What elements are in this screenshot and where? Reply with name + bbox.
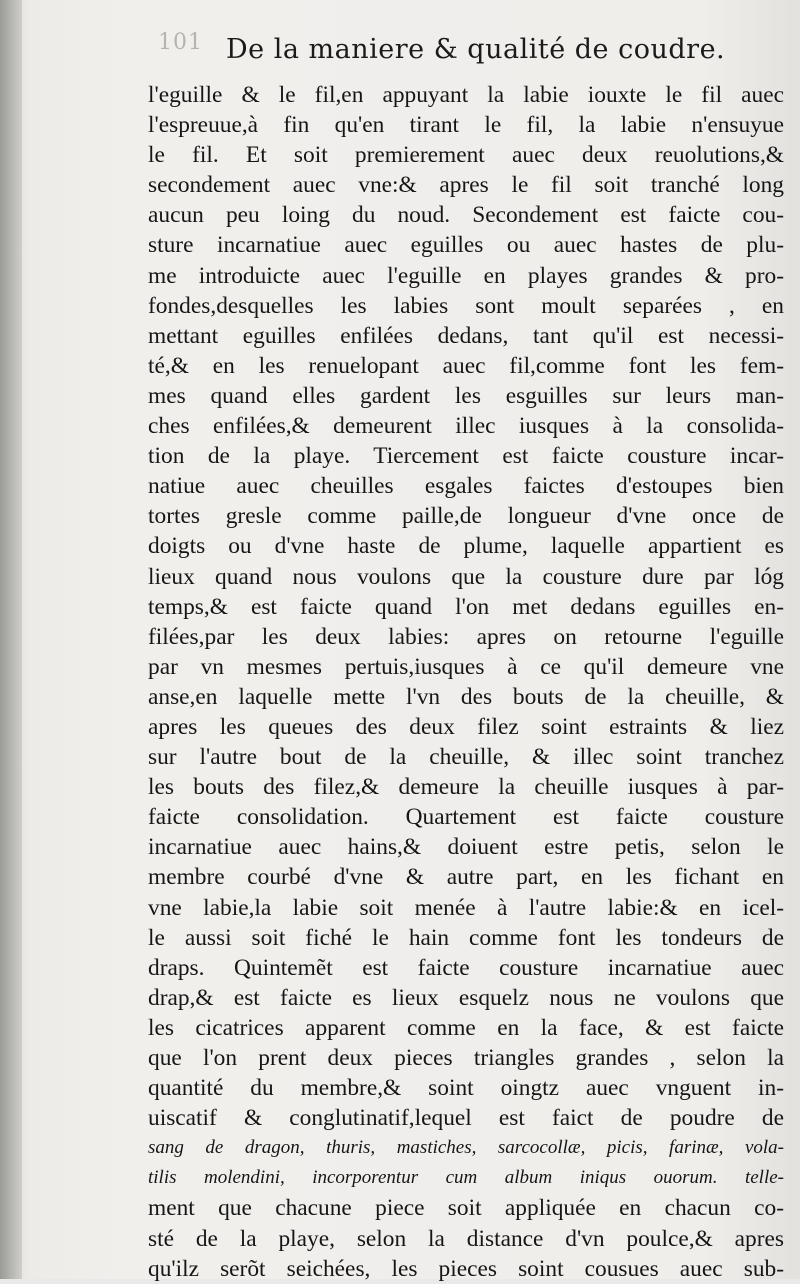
text-line: membre courbé d'vne & autre part, en les fichant en xyxy=(148,864,784,891)
text-line: quantité du membre,& soint oingtz auec vnguent in- xyxy=(148,1075,784,1102)
text-line: doigts ou d'vne haste de plume, laquelle appartient es xyxy=(148,533,784,560)
text-line: incarnatiue auec hains,& doiuent estre petis, selon le xyxy=(148,834,784,861)
text-line: drap,& est faicte es lieux esquelz nous ne voulons que xyxy=(148,984,784,1011)
text-line: fondes,desquelles les labies sont moult separées , en xyxy=(148,292,784,319)
running-head: De la maniere & qualité de coudre. xyxy=(226,34,726,65)
text-line: l'espreuue,à fin qu'en tirant le fil, la labie n'ensuyue xyxy=(148,112,784,139)
text-line: tion de la playe. Tiercement est faicte cousture incar- xyxy=(148,443,784,470)
text-line: me introduicte auec l'eguille en playes grandes & pro- xyxy=(148,262,784,289)
text-line: le fil. Et soit premierement auec deux reuolutions,& xyxy=(148,142,784,169)
text-line: faicte consolidation. Quartement est faicte cousture xyxy=(148,804,784,831)
text-line: mes quand elles gardent les esguilles sur leurs man- xyxy=(148,382,784,409)
page-gutter-shadow xyxy=(0,0,22,1279)
text-line: ches enfilées,& demeurent illec iusques à la consolida- xyxy=(148,413,784,440)
text-line: les cicatrices apparent comme en la face, & est faicte xyxy=(148,1014,784,1041)
text-line: ment que chacune piece soit appliquée en chacun co- xyxy=(148,1195,784,1222)
text-line: mettant eguilles enfilées dedans, tant qu'il est necessi- xyxy=(148,322,784,349)
text-line: que l'on prent deux pieces triangles grandes , selon la xyxy=(148,1045,784,1071)
text-line: le aussi soit fiché le hain comme font les tondeurs de xyxy=(148,924,784,951)
text-line: aucun peu loing du noud. Secondement est faicte cou- xyxy=(148,202,784,229)
text-line: filées,par les deux labies: apres on retourne l'eguille xyxy=(148,623,784,650)
text-line-latin: tilis molendini, incorporentur cum album iniqus ouorum. telle- xyxy=(148,1167,784,1189)
text-line: sté de la playe, selon la distance d'vn poulce,& apres xyxy=(148,1225,784,1252)
text-line: tortes gresle comme paille,de longueur d'vne once de xyxy=(148,503,784,530)
text-line: les bouts des filez,& demeure la cheuille iusques à par- xyxy=(148,774,784,801)
text-line: secondement auec vne:& apres le fil soit tranché long xyxy=(148,172,784,199)
text-line: qu'ilz serõt seichées, les pieces soint cousues auec sub- xyxy=(148,1255,784,1282)
text-line: lieux quand nous voulons que la cousture dure par lóg xyxy=(148,563,784,590)
text-line: draps. Quintemẽt est faicte cousture incarnatiue auec xyxy=(148,954,784,981)
text-line: sur l'autre bout de la cheuille, & illec soint tranchez xyxy=(148,744,784,771)
text-line: vne labie,la labie soit menée à l'autre labie:& en icel- xyxy=(148,894,784,921)
text-line: uiscatif & conglutinatif,lequel est faict de poudre de xyxy=(148,1105,784,1132)
text-line: par vn mesmes pertuis,iusques à ce qu'il demeure vne xyxy=(148,653,784,680)
text-line: apres les queues des deux filez soint estraints & liez xyxy=(148,713,784,740)
text-line: anse,en laquelle mette l'vn des bouts de la cheuille, & xyxy=(148,683,784,710)
body-text xyxy=(148,80,784,1284)
text-line: té,& en les renuelopant auec fil,comme font les fem- xyxy=(148,352,784,379)
text-line-latin: sang de dragon, thuris, mastiches, sarcocollæ, picis, farinæ, vola- xyxy=(148,1137,784,1159)
text-line: sture incarnatiue auec eguilles ou auec hastes de plu- xyxy=(148,232,784,259)
text-line: l'eguille & le fil,en appuyant la labie iouxte le fil auec xyxy=(148,82,784,108)
page-number: 101 xyxy=(158,30,203,55)
text-line: temps,& est faicte quand l'on met dedans eguilles en- xyxy=(148,593,784,620)
text-line: natiue auec cheuilles esgales faictes d'estoupes bien xyxy=(148,473,784,500)
